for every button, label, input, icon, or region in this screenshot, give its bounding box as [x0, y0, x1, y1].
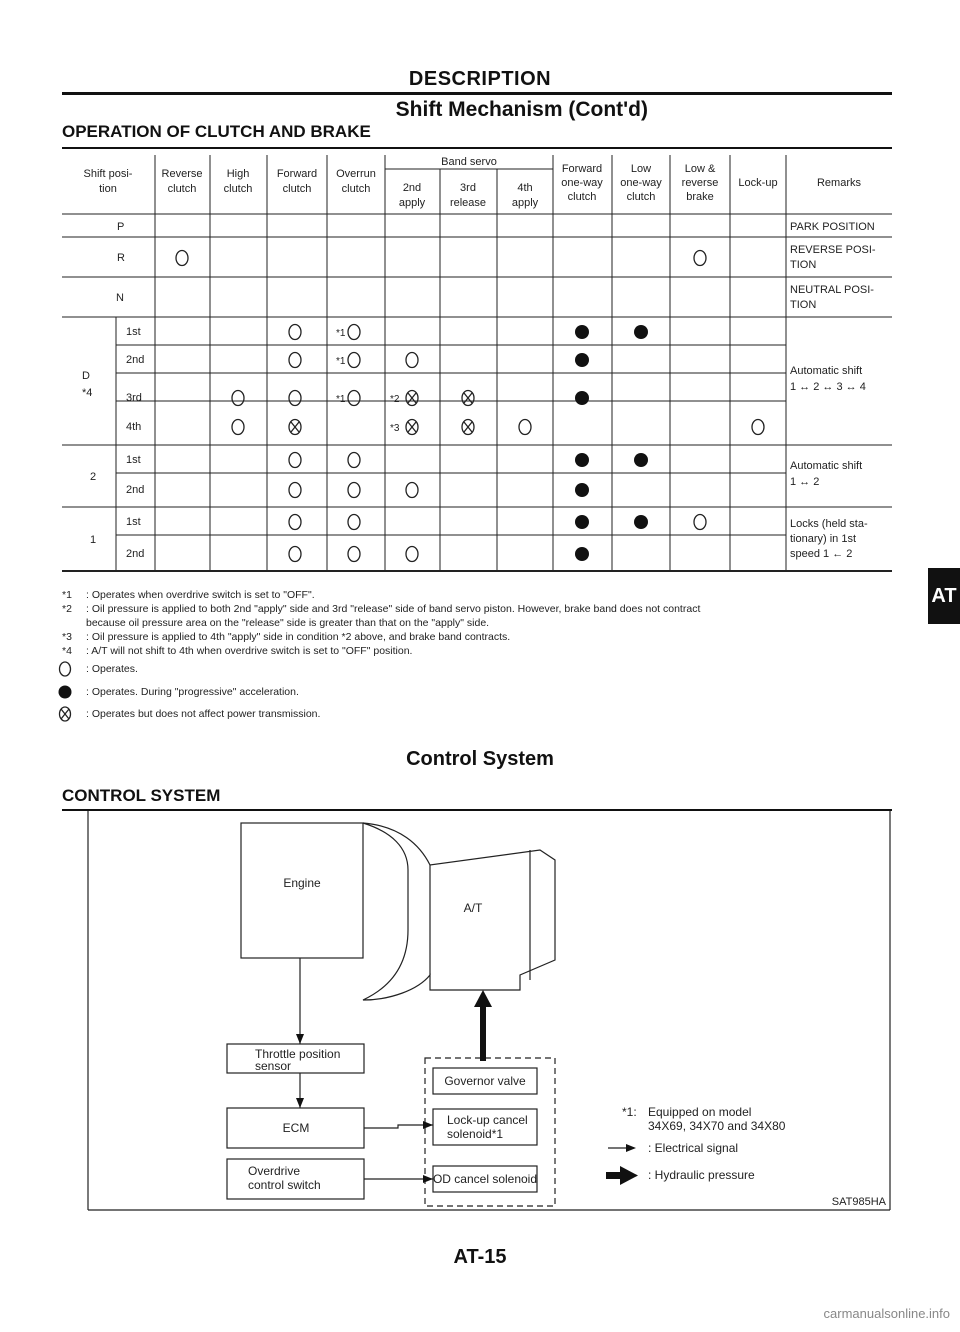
hdr-fwd-oneway-1: Forward	[561, 163, 603, 175]
mark-n1-d3: *1	[336, 394, 346, 405]
hdr-overrun-2: clutch	[341, 183, 371, 195]
note-1: *1 : Operates when overdrive switch is set to "OFF".	[62, 589, 315, 601]
remark-neutral-2: TION	[790, 299, 817, 311]
hdr-low-oneway-1: Low	[630, 163, 652, 175]
legend-electrical: : Electrical signal	[648, 1141, 739, 1155]
hdr-3rd-2: release	[449, 197, 487, 209]
lockup-label-1: Lock-up cancel	[447, 1113, 528, 1127]
hdr-lowrev-1: Low &	[684, 163, 716, 175]
hdr-reverse-1: Reverse	[161, 168, 203, 180]
remark-2-auto-1: Automatic shift	[790, 460, 863, 472]
remark-reverse-2: TION	[790, 259, 817, 271]
hdr-forward-1: Forward	[276, 168, 318, 180]
od-solenoid-label: OD cancel solenoid	[432, 1172, 538, 1186]
hdr-reverse-2: clutch	[167, 183, 197, 195]
at-housing	[363, 823, 555, 1000]
throttle-label-1: Throttle position	[255, 1047, 341, 1061]
section-heading-operation: OPERATION OF CLUTCH AND BRAKE	[62, 122, 371, 141]
gear-d-2nd: 2nd	[126, 354, 145, 366]
hdr-2nd-1: 2nd	[402, 182, 422, 194]
page-title: DESCRIPTION	[408, 68, 552, 90]
gear-1-2nd: 2nd	[126, 548, 145, 560]
page-number: AT-15	[453, 1246, 507, 1268]
gear-2-1st: 1st	[126, 454, 141, 466]
remark-d-auto-2: 1 ↔ 2 ↔ 3 ↔ 4	[790, 381, 866, 393]
mark-n2-d3: *2	[390, 394, 400, 405]
mark-n1-d1: *1	[336, 328, 346, 339]
hdr-lockup: Lock-up	[738, 177, 778, 189]
hdr-fwd-oneway-3: clutch	[567, 191, 597, 203]
legend-operates: : Operates.	[86, 663, 138, 675]
engine-label: Engine	[283, 876, 321, 890]
hdr-band-servo: Band servo	[441, 156, 497, 168]
at-label: A/T	[463, 901, 483, 915]
control-note-1: Equipped on model	[648, 1105, 752, 1119]
throttle-label-2: sensor	[255, 1059, 292, 1073]
overdrive-label-1: Overdrive	[248, 1164, 301, 1178]
legend-progressive: : Operates. During "progressive" acceleration.	[86, 686, 299, 698]
figure-code: SAT985HA	[831, 1196, 886, 1208]
gear-d-4th: 4th	[126, 421, 142, 433]
hdr-forward-2: clutch	[282, 183, 312, 195]
hdr-lowrev-3: brake	[686, 191, 714, 203]
row-D: D	[82, 370, 90, 382]
page-subtitle: Shift Mechanism (Cont'd)	[395, 98, 648, 121]
note-2-cont: because oil pressure area on the "release" side is greater than that on the "apply" side.	[86, 617, 490, 629]
remark-2-auto-2: 1 ↔ 2	[790, 476, 820, 488]
lockup-label-2: solenoid*1	[447, 1127, 504, 1141]
row-P: P	[117, 221, 125, 233]
remark-reverse-1: REVERSE POSI-	[790, 244, 876, 256]
hdr-4th-1: 4th	[517, 182, 533, 194]
hdr-2nd-2: apply	[398, 197, 426, 209]
hdr-4th-2: apply	[511, 197, 539, 209]
gear-1-1st: 1st	[126, 516, 141, 528]
hydraulic-arrow-icon	[620, 1166, 638, 1185]
governor-label: Governor valve	[444, 1074, 526, 1088]
row-R: R	[117, 252, 125, 264]
hdr-low-oneway-2: one-way	[620, 177, 662, 189]
row-2: 2	[90, 471, 97, 483]
mark-n3-d4: *3	[390, 423, 400, 434]
remark-d-auto-1: Automatic shift	[790, 365, 863, 377]
row-N: N	[116, 292, 124, 304]
note-4: *4 : A/T will not shift to 4th when overdrive switch is set to "OFF" position.	[62, 645, 413, 657]
row-D-note: *4	[82, 387, 93, 399]
mark-n1-d2: *1	[336, 356, 346, 367]
control-system-title: Control System	[406, 748, 554, 770]
hdr-remarks: Remarks	[816, 177, 862, 189]
section-heading-control: CONTROL SYSTEM	[62, 786, 221, 805]
control-note-2: 34X69, 34X70 and 34X80	[648, 1119, 786, 1133]
remark-park: PARK POSITION	[790, 221, 875, 233]
row-1: 1	[90, 534, 97, 546]
gear-d-1st: 1st	[126, 326, 141, 338]
hdr-high-2: clutch	[223, 183, 253, 195]
legend-hydraulic: : Hydraulic pressure	[648, 1168, 755, 1182]
hdr-fwd-oneway-2: one-way	[561, 177, 603, 189]
remark-neutral-1: NEUTRAL POSI-	[790, 284, 874, 296]
hdr-high-1: High	[226, 168, 250, 180]
watermark: carmanualsonline.info	[823, 1306, 950, 1321]
note-2: *2 : Oil pressure is applied to both 2nd "apply" side and 3rd "release" side of band servo piston. However, brake band does not contract	[62, 603, 701, 615]
legend-no-power: : Operates but does not affect power transmission.	[86, 708, 321, 720]
hdr-3rd-1: 3rd	[460, 182, 476, 194]
hdr-shift-pos-2: tion	[99, 183, 117, 195]
hdr-lowrev-2: reverse	[681, 177, 719, 189]
remark-1-lock-3: speed 1 ← 2	[790, 548, 853, 560]
gear-d-3rd: 3rd	[126, 392, 142, 404]
electrical-arrow-icon	[626, 1144, 636, 1152]
overdrive-label-2: control switch	[248, 1178, 321, 1192]
remark-1-lock-1: Locks (held sta-	[790, 518, 868, 530]
note-3: *3 : Oil pressure is applied to 4th "apply" side in condition *2 above, and brake band contracts.	[62, 631, 511, 643]
engine-box	[241, 823, 363, 958]
ecm-label: ECM	[282, 1121, 310, 1135]
hdr-low-oneway-3: clutch	[626, 191, 656, 203]
remark-1-lock-2: tionary) in 1st	[790, 533, 857, 545]
hdr-overrun-1: Overrun	[336, 168, 376, 180]
gear-2-2nd: 2nd	[126, 484, 145, 496]
side-tab-at: AT	[928, 568, 960, 624]
hdr-shift-pos-1: Shift posi-	[83, 168, 133, 180]
control-note-key: *1:	[622, 1105, 637, 1119]
